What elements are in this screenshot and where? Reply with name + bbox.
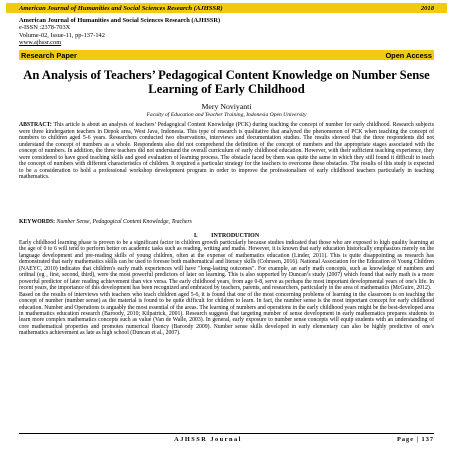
body-paragraph: Based on the results of interviews with teachers who teach children aged 5-6, it is found that one of the most concerning problems of learning in the classroom is on teaching the concept of number (number sense) as the material is found to be quite difficult for children to learn. In fact, the number sense is the most important concept for early childhood education. Number and Operations is arguably the most essential of the areas. The learning of numbers and operations in the early childhood years might be the best-developed area in mathematics education research (Baroody, 2010; Kilpatrick, 2001). Research suggests that targeting number of sense development in early mathematics prepares students to learn more complex mathematics concepts such as value (Van de Walle, 2003). In general, early exposure to number sense concepts will equip students with an understanding of core mathematical properties and promotes numerical fluency (Baroody 2009). Number sense skills developed in early elementary can also be highly predictive of one's mathematics achievement as late as high school (Duncan et al., 2007). — [19, 291, 434, 337]
paper-title: An Analysis of Teachers’ Pedagogical Content Knowledge on Number Sense Learning of Early Childhood — [23, 68, 430, 96]
abstract-text: This article is about an analysis of teachers’ Pedagogical Content Knowledge (PCK) during teaching the concept of number for early childhood. Research subjects were three kindergarten teachers in Depok area, West Java, Indonesia. This type of research is qualitative that analyzed the phenomenon of PCK when teaching the concept of numbers to children aged 5-6 years. Researchers conducted two observations, interviews and documentation studies. The results showed that the three respondents did not understand the concept of numbers as a whole. Respondents also did not comprehend the definition of the concept of numbers and the appropriate stages associated with the concept of numbers. In addition, the three teachers did not understand the overall curriculum of early childhood education. However, with their sufficient teaching experience, they were considered to have good teaching skills and good evaluation of learning process. The obstacle faced by them was quite the same in which they still found it difficult to teach the concept of numbers with different characteristics of children. It required a particular strategy for the teachers to overcome these obstacles. The results of this study is expected to be a consideration to hold a professional workshop development program in order to improve the professionalism of early childhood teachers particularly in teaching mathematics. — [19, 122, 434, 181]
author-affiliation: Faculty of Education and Teacher Training, Indonesia Open University — [146, 112, 307, 118]
header-journal-name: American Journal of Humanities and Social Sciences Research (AJHSSR) — [19, 4, 223, 12]
journal-meta — [19, 17, 434, 47]
meta-website-link[interactable]: www.ajhssr.com — [19, 39, 62, 47]
footer-journal: AJHSSR Journal — [174, 436, 242, 443]
footer-page-label: Page — [397, 436, 414, 443]
body-paragraph: Early childhood learning phase is proven to be a significant factor in children growth particularly because studies indicated that those who are exposed to high quality learning at the age of 0 to 6 will tend to perform better on academic tasks such as reading, writing and maths. However, it is known that early education historically emphasizes merely on the language development and pre-reading skills of young children, often at the expense of mathematics education (Linder, 2011). This is quite disappointing as research has demonstrated that early mathematics skills can be used to foresee both mathematical and literacy skills (Cohrssen, 2016). National Association for the Education of Young Children (NAEYC, 2010) indicates that children's early math experiences will have "long-lasting outcomes". For example, an early math concepts, such as knowledge of numbers and ordinal (eg , first, second, third), were the most powerful predictors of later on learning. This is also supported by Duncan’s study (2007) which found that early math is a more powerful predictor of later reading achievement than vice versa. The early childhood years, from age 0-8, serve as perhaps the most important developmental years of one's life. In recent years, the importance of this development has been recognized and embraced by teachers, parents, and researchers, particularly in the area of mathematics (McGuire, 2012). — [19, 240, 434, 292]
introduction-body — [19, 240, 434, 337]
paper-type-label: Research Paper — [21, 50, 77, 60]
keywords — [19, 219, 434, 225]
section-number: I. — [193, 233, 198, 239]
header-year: 2018 — [420, 4, 434, 12]
journal-header-bar — [6, 3, 447, 13]
page-footer — [19, 433, 434, 443]
abstract-label: ABSTRACT: — [19, 122, 52, 128]
access-label: Open Access — [385, 50, 432, 60]
keywords-text: Number Sense, Pedagogical Content Knowledge, Teachers — [55, 219, 192, 225]
meta-volume: Volume-02, Issue-11, pp-137-142 — [19, 31, 105, 39]
keywords-label: KEYWORDS: — [19, 219, 56, 225]
paper-type-bar — [19, 50, 434, 60]
footer-page: Page | 137 — [397, 436, 434, 443]
section-heading — [19, 233, 434, 239]
author-name: Mery Noviyanti — [201, 102, 252, 111]
abstract — [19, 122, 434, 181]
meta-issn: e-ISSN :2378-703X — [19, 24, 71, 32]
footer-page-number: 137 — [421, 436, 434, 443]
section-title: INTRODUCTION — [211, 233, 260, 239]
meta-journal-name: American Journal of Humanities and Social Sciences Research (AJHSSR) — [19, 17, 221, 24]
